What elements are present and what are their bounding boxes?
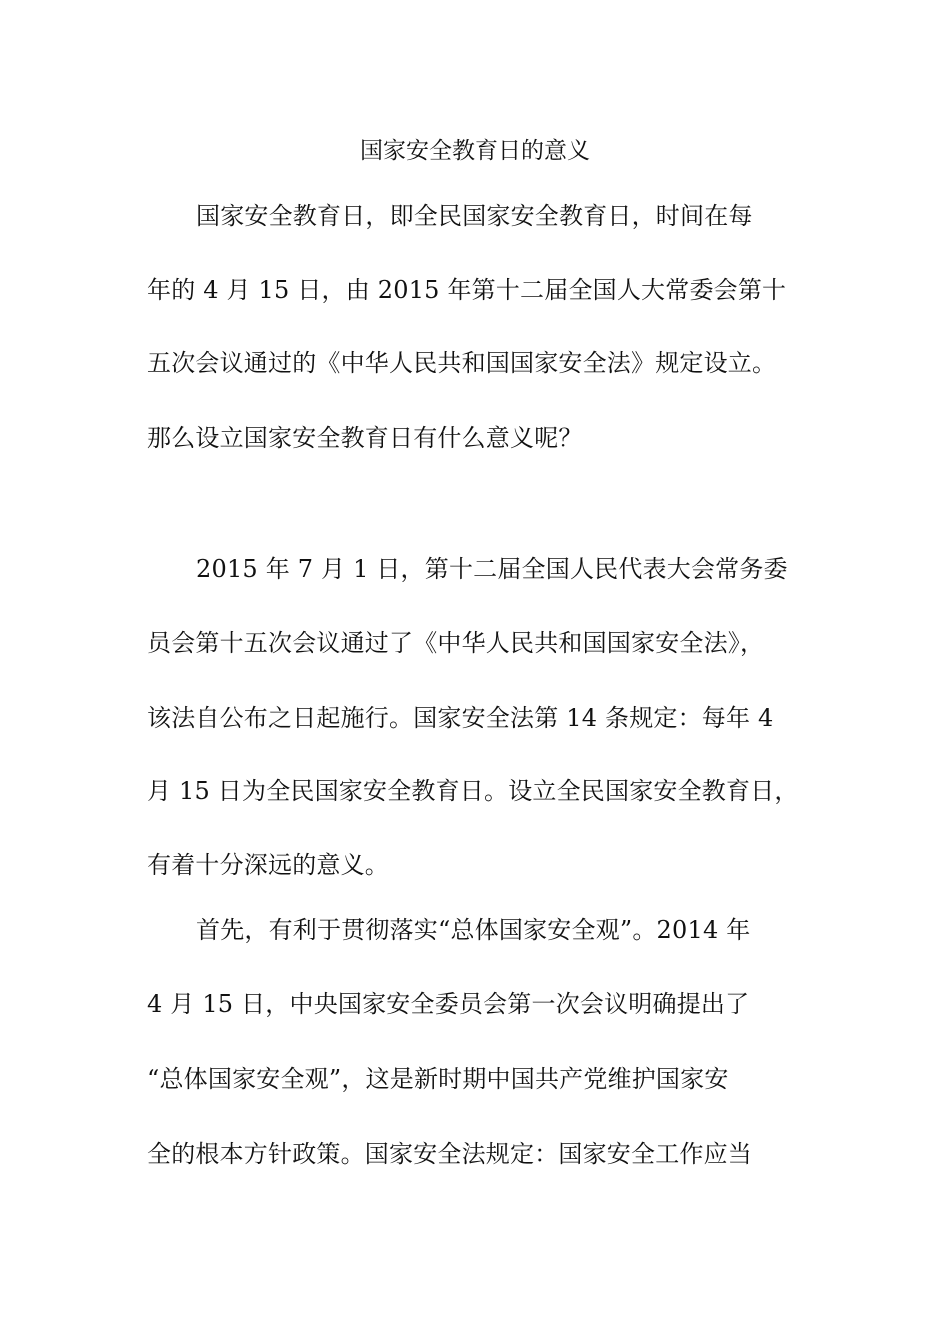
paragraph-2-line-2: 员会第十五次会议通过了《中华人民共和国国家安全法》， <box>147 629 765 657</box>
paragraph-3-line-1: 首先，有利于贯彻落实“总体国家安全观”。2014 年 <box>196 916 751 944</box>
paragraph-2-line-1: 2015 年 7 月 1 日，第十二届全国人民代表大会常务委 <box>196 555 788 583</box>
paragraph-1-line-4: 那么设立国家安全教育日有什么意义呢？ <box>147 424 583 452</box>
paragraph-2-line-4: 月 15 日为全民国家安全教育日。设立全民国家安全教育日， <box>147 777 799 805</box>
paragraph-3-line-2: 4 月 15 日，中央国家安全委员会第一次会议明确提出了 <box>147 990 750 1018</box>
paragraph-3-line-4: 全的根本方针政策。国家安全法规定：国家安全工作应当 <box>147 1140 752 1168</box>
paragraph-1-line-3: 五次会议通过的《中华人民共和国国家安全法》规定设立。 <box>147 349 777 377</box>
paragraph-2-line-5: 有着十分深远的意义。 <box>147 851 389 879</box>
paragraph-2-line-3: 该法自公布之日起施行。国家安全法第 14 条规定：每年 4 <box>147 704 774 732</box>
document-title: 国家安全教育日的意义 <box>360 138 590 164</box>
paragraph-1-line-1: 国家安全教育日，即全民国家安全教育日，时间在每 <box>196 202 753 230</box>
paragraph-3-line-3: “总体国家安全观”，这是新时期中国共产党维护国家安 <box>147 1065 729 1093</box>
paragraph-1-line-2: 年的 4 月 15 日，由 2015 年第十二届全国人大常委会第十 <box>147 276 787 304</box>
